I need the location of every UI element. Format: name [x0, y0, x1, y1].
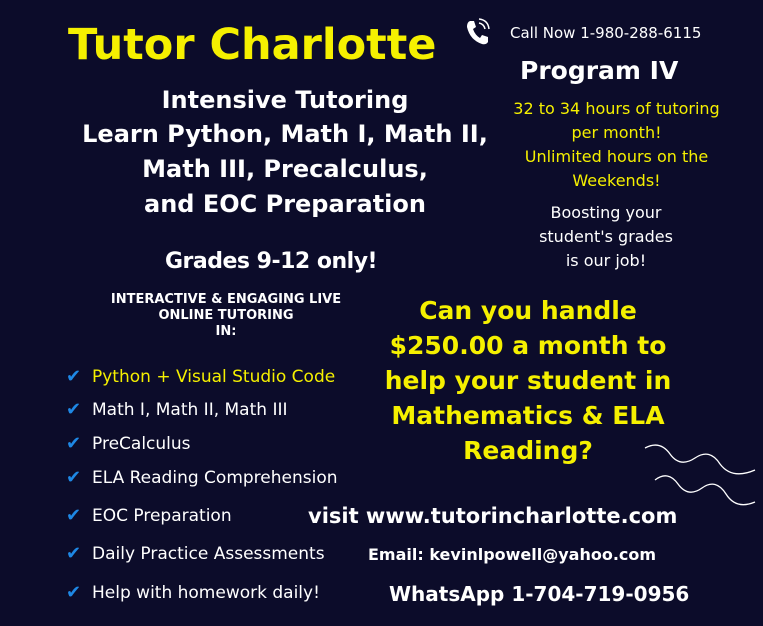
- checkmark-icon: ✔: [66, 366, 82, 387]
- interactive-heading: [86, 292, 366, 340]
- email-link[interactable]: Email: kevinlpowell@yahoo.com: [368, 545, 657, 564]
- checklist-item-assessments: [66, 543, 325, 564]
- boost-line-1: Boosting your: [550, 203, 662, 222]
- question-line-5: Reading?: [463, 436, 593, 465]
- checkmark-icon: ✔: [66, 467, 82, 488]
- checkmark-icon: ✔: [66, 505, 82, 526]
- program-title: Program IV: [520, 56, 679, 85]
- checkmark-icon: ✔: [66, 433, 82, 454]
- hours-line-2: per month!: [571, 123, 662, 142]
- grades-note: Grades 9-12 only!: [165, 249, 378, 274]
- interactive-line-2: ONLINE TUTORING: [158, 308, 294, 323]
- brand-title: Tutor Charlotte: [68, 20, 437, 70]
- question-line-3: help your student in: [384, 366, 672, 395]
- checklist-label: Help with homework daily!: [92, 583, 320, 603]
- checklist-label: Daily Practice Assessments: [92, 544, 325, 564]
- checklist-item-math: [66, 399, 287, 420]
- headline-line-3: Math III, Precalculus,: [142, 155, 428, 183]
- checklist-item-precalculus: [66, 433, 191, 454]
- hours-line-1: 32 to 34 hours of tutoring: [513, 99, 720, 118]
- question-line-4: Mathematics & ELA: [391, 401, 665, 430]
- checklist-label: EOC Preparation: [92, 506, 232, 526]
- checkmark-icon: ✔: [66, 399, 82, 420]
- question-line-1: Can you handle: [419, 296, 637, 325]
- whatsapp-number[interactable]: WhatsApp 1-704-719-0956: [389, 582, 690, 606]
- checklist-label: Math I, Math II, Math III: [92, 400, 288, 420]
- call-now-text: Call Now 1-980-288-6115: [510, 24, 702, 42]
- checklist-item-ela: [66, 467, 338, 488]
- interactive-line-3: IN:: [215, 324, 237, 339]
- weekend-line-2: Weekends!: [572, 171, 661, 190]
- checklist-label: PreCalculus: [92, 434, 191, 454]
- checklist-item-eoc: [66, 505, 232, 526]
- headline-line-4: and EOC Preparation: [144, 190, 426, 218]
- checklist-label: ELA Reading Comprehension: [92, 468, 338, 488]
- headline-line-2: Learn Python, Math I, Math II,: [82, 120, 488, 148]
- checkmark-icon: ✔: [66, 582, 82, 603]
- interactive-line-1: INTERACTIVE & ENGAGING LIVE: [110, 292, 342, 307]
- checkmark-icon: ✔: [66, 543, 82, 564]
- weekend-line-1: Unlimited hours on the: [524, 147, 709, 166]
- question-line-2: $250.00 a month to: [389, 331, 667, 360]
- boost-line-2: student's grades: [539, 227, 673, 246]
- checklist-label: Python + Visual Studio Code: [92, 367, 336, 387]
- phone-icon: [464, 18, 490, 46]
- website-link[interactable]: visit www.tutorincharlotte.com: [308, 504, 678, 528]
- checklist-item-homework: [66, 582, 320, 603]
- boost-line-3: is our job!: [565, 251, 647, 270]
- checklist-item-python: [66, 366, 335, 387]
- headline-line-1: Intensive Tutoring: [161, 86, 409, 114]
